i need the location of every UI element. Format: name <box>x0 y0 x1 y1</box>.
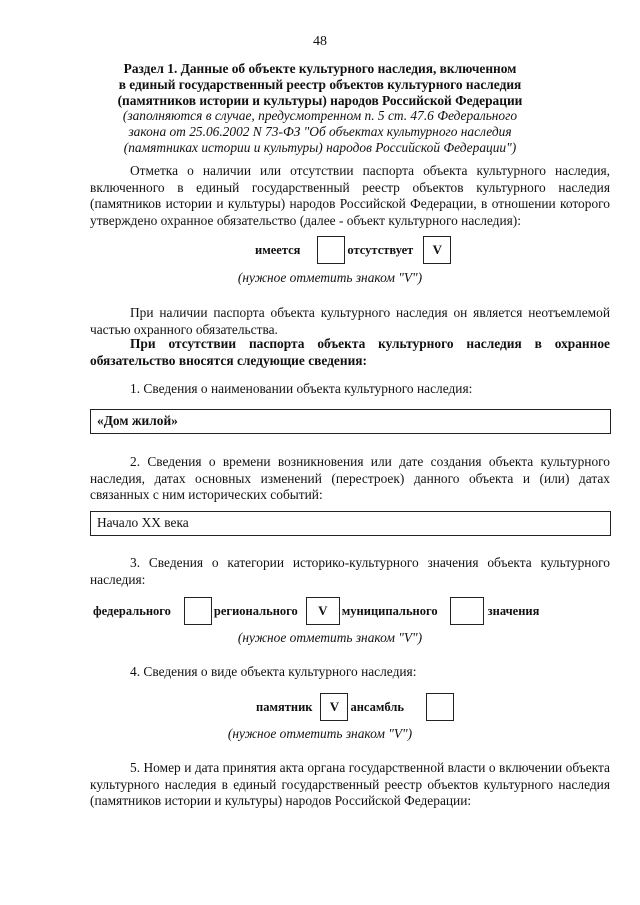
passport-present-checkbox[interactable] <box>317 236 345 264</box>
section-title-line: в единый государственный реестр объектов культурного наследия <box>118 76 522 92</box>
type-monument-label: памятник <box>256 699 313 714</box>
type-ensemble-checkbox[interactable] <box>426 693 454 721</box>
section-note-line: закона от 25.06.2002 N 73-ФЗ "Об объектах культурного наследия <box>128 124 512 140</box>
item2-date-value: Начало XX века <box>97 515 189 531</box>
category-federal-label: федерального <box>93 603 171 618</box>
category-federal-checkbox[interactable] <box>184 597 212 625</box>
item4-label: 4. Сведения о виде объекта культурного наследия: <box>130 664 417 679</box>
category-municipal-checkbox[interactable] <box>450 597 484 625</box>
item2-date-field[interactable] <box>90 511 611 536</box>
passport-absent-label: отсутствует <box>347 242 414 257</box>
absent-info-paragraph: При отсутствии паспорта объекта культурного наследия в охранное обязательство вносятся следующие сведения: <box>90 336 610 368</box>
section-title-line: (памятников истории и культуры) народов Российской Федерации <box>117 92 523 108</box>
passport-part-paragraph: При наличии паспорта объекта культурного наследия он является неотъемлемой частью охранного обязательства. <box>90 305 610 337</box>
page-number: 48 <box>313 34 327 49</box>
category-choice-row <box>93 596 539 626</box>
item2-label: 2. Сведения о времени возникновения или дате создания объекта культурного наследия, датах основных изменений (перестроек) данного объекта и (или) датах связанных с ним исторических событий: <box>90 454 610 502</box>
type-monument-checkbox[interactable]: V <box>320 693 348 721</box>
category-suffix-label: значения <box>487 603 540 618</box>
item5-label: 5. Номер и дата принятия акта органа государственной власти о включении объекта культурного наследия в единый государственный реестр объектов культурного наследия (памятников истории и культуры) народов Российской Федерации: <box>90 760 610 808</box>
mark-note: (нужное отметить знаком "V") <box>237 270 423 285</box>
passport-paragraph: Отметка о наличии или отсутствии паспорта объекта культурного наследия, включенного в единый государственный реестр объектов культурного наследия (памятников истории и культуры) народов Российской Федерации, в отношении которого утверждено охранное обязательство (далее - объект культурного наследия): <box>90 163 610 228</box>
item1-name-value: «Дом жилой» <box>97 413 178 429</box>
type-ensemble-label: ансамбль <box>350 699 404 714</box>
mark-note: (нужное отметить знаком "V") <box>237 630 423 645</box>
type-choice-row <box>256 692 454 722</box>
passport-choice-row <box>255 235 451 265</box>
section-note-line: (заполняются в случае, предусмотренном п. 5 ст. 47.6 Федерального <box>122 108 518 124</box>
item1-name-field[interactable] <box>90 409 611 434</box>
section-header <box>60 61 580 156</box>
passport-present-label: имеется <box>255 242 301 257</box>
category-regional-label: регионального <box>213 603 298 618</box>
item1-label: 1. Сведения о наименовании объекта культурного наследия: <box>130 381 473 396</box>
category-municipal-label: муниципального <box>341 603 438 618</box>
passport-absent-checkbox[interactable]: V <box>423 236 451 264</box>
item3-label: 3. Сведения о категории историко-культурного значения объекта культурного наследия: <box>90 555 610 587</box>
section-note-line: (памятниках истории и культуры) народов Российской Федерации") <box>123 139 517 155</box>
mark-note: (нужное отметить знаком "V") <box>227 726 413 741</box>
section-title-line: Раздел 1. Данные об объекте культурного наследия, включенном <box>123 61 517 76</box>
category-regional-checkbox[interactable]: V <box>306 597 340 625</box>
